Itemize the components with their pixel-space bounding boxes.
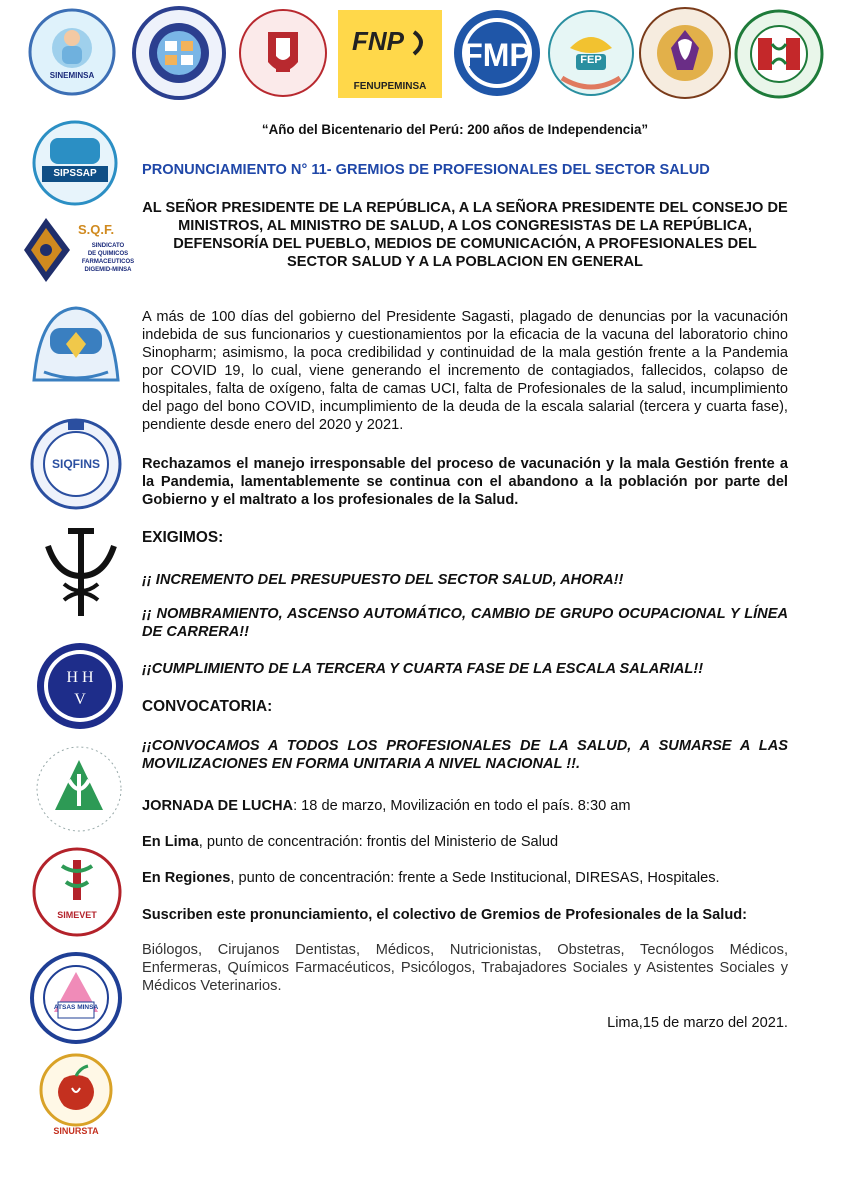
demands-heading: EXIGIMOS: xyxy=(142,529,224,546)
document-title: PRONUNCIAMIENTO N° 11- GREMIOS DE PROFESIONALES DEL SECTOR SALUD xyxy=(142,162,710,178)
cirujanos-dentistas-logo xyxy=(638,6,732,100)
call-heading: CONVOCATORIA: xyxy=(142,698,273,715)
demand-item: ¡¡ INCREMENTO DEL PRESUPUESTO DEL SECTOR SALUD, AHORA!! xyxy=(142,572,624,588)
federacion-obstetras-logo xyxy=(238,8,328,98)
addressee: AL SEÑOR PRESIDENTE DE LA REPÚBLICA, A LA SEÑORA PRESIDENTE DEL CONSEJO DE MINISTROS, AL MINISTRO DE SALUD, A LOS CONGRESISTAS DE LA REPÚBLICA, DEFENSORÍA DEL PUEBLO, MEDIOS DE COMUNICACIÓN, A PROFESIONALES DEL SECTOR SALUD Y A LA POBLACION EN GENERAL xyxy=(142,200,788,270)
hhv-psicologos-logo xyxy=(36,640,124,732)
sineminsa-logo: SINEMINSA xyxy=(28,8,116,96)
lima-line xyxy=(142,833,788,851)
sinursta-logo: SINURSTA xyxy=(28,1052,124,1136)
sipssap-logo: SIPSSAP xyxy=(30,120,120,206)
jornada-line xyxy=(142,797,788,815)
svg-text:FNP: FNP xyxy=(352,26,404,56)
signers-heading: Suscriben este pronunciamiento, el colectivo de Gremios de Profesionales de la Salud: xyxy=(142,907,748,923)
jornada-text: : 18 de marzo, Movilización en todo el país. 8:30 am xyxy=(293,798,631,814)
regiones-line xyxy=(142,869,788,887)
svg-text:V: V xyxy=(74,691,86,708)
intro-paragraph: A más de 100 días del gobierno del Presidente Sagasti, plagado de denuncias por la vacunación indebida de sus funcionarios y cuestionamientos por la eficacia de la vacuna del laboratorio chino Sinopharm; asimismo, la poca credibilidad y continuidad de la mala gestión frente a la Pandemia por COVID 19, lo cual, viene generando el incremento de contagiados, fallecidos, colapso de hospitales, falta de oxígeno, falta de camas UCI, falta de Profesionales de la salud, incumplimiento del pago del bono COVID, incumplimiento de la deuda de la escala salarial (tercera y cuarta fase), pendiente desde enero del 2020 y 2021. xyxy=(142,309,788,433)
motto: “Año del Bicentenario del Perú: 200 años de Independencia” xyxy=(261,122,649,137)
psicologos-red-logo xyxy=(34,744,124,834)
sqf-subtitle: SINDICATO DE QUIMICOS FARMACEUTICOS DIGEMID-MINSA xyxy=(81,243,135,273)
svg-text:FMP: FMP xyxy=(463,37,531,73)
siqfins-logo: SIQFINS xyxy=(30,418,122,510)
demand-item: ¡¡CUMPLIMIENTO DE LA TERCERA Y CUARTA FASE DE LA ESCALA SALARIAL!! xyxy=(142,661,704,677)
regiones-label: En Regiones xyxy=(142,870,231,886)
regiones-text: , punto de concentración: frente a Sede Institucional, DIRESAS, Hospitales. xyxy=(230,870,720,886)
sqf-logo: S.Q.F. SINDICATO DE QUIMICOS FARMACEUTICOS DIGEMID-MINSA xyxy=(20,214,140,288)
fenupeminsa-logo: FNP FENUPEMINSA xyxy=(338,10,442,98)
signers-list: Biólogos, Cirujanos Dentistas, Médicos, Nutricionistas, Obstetras, Tecnólogos Médicos, Enfermeras, Químicos Farmacéuticos, Psicólogos, Trabajadores Sociales y Asistentes Sociales y Médicos Veterinarios. xyxy=(142,942,788,994)
fenabiol-logo xyxy=(734,8,824,100)
call-text: ¡¡CONVOCAMOS A TODOS LOS PROFESIONALES DE LA SALUD, A SUMARSE A LAS MOVILIZACIONES EN FORMA UNITARIA A NIVEL NACIONAL !!. xyxy=(142,738,788,772)
simevet-logo: SIMEVET xyxy=(32,846,122,938)
fmp-logo xyxy=(452,8,542,98)
federacion-tecnologos-logo xyxy=(132,6,226,100)
trabajadores-sociales-logo: ATSAS MINSA xyxy=(30,952,122,1044)
fep-logo: FEP xyxy=(548,8,634,98)
demand-item: ¡¡ NOMBRAMIENTO, ASCENSO AUTOMÁTICO, CAMBIO DE GRUPO OCUPACIONAL Y LÍNEA DE CARRERA!! xyxy=(142,606,788,640)
psicologos-caduceus-logo xyxy=(38,528,124,620)
lima-label: En Lima xyxy=(142,834,199,850)
jornada-label: JORNADA DE LUCHA xyxy=(142,798,294,814)
sinquifadig-logo xyxy=(26,302,126,388)
svg-text:H H: H H xyxy=(66,669,94,686)
lima-text: , punto de concentración: frontis del Ministerio de Salud xyxy=(198,834,559,850)
rejection-paragraph: Rechazamos el manejo irresponsable del proceso de vacunación y la mala Gestión frente a la Pandemia, lamentablemente se continua con el abandono a la población por parte del Gobierno y el maltrato a los profesionales de la Salud. xyxy=(142,456,788,508)
closing-date: Lima,15 de marzo del 2021. xyxy=(607,1015,788,1031)
